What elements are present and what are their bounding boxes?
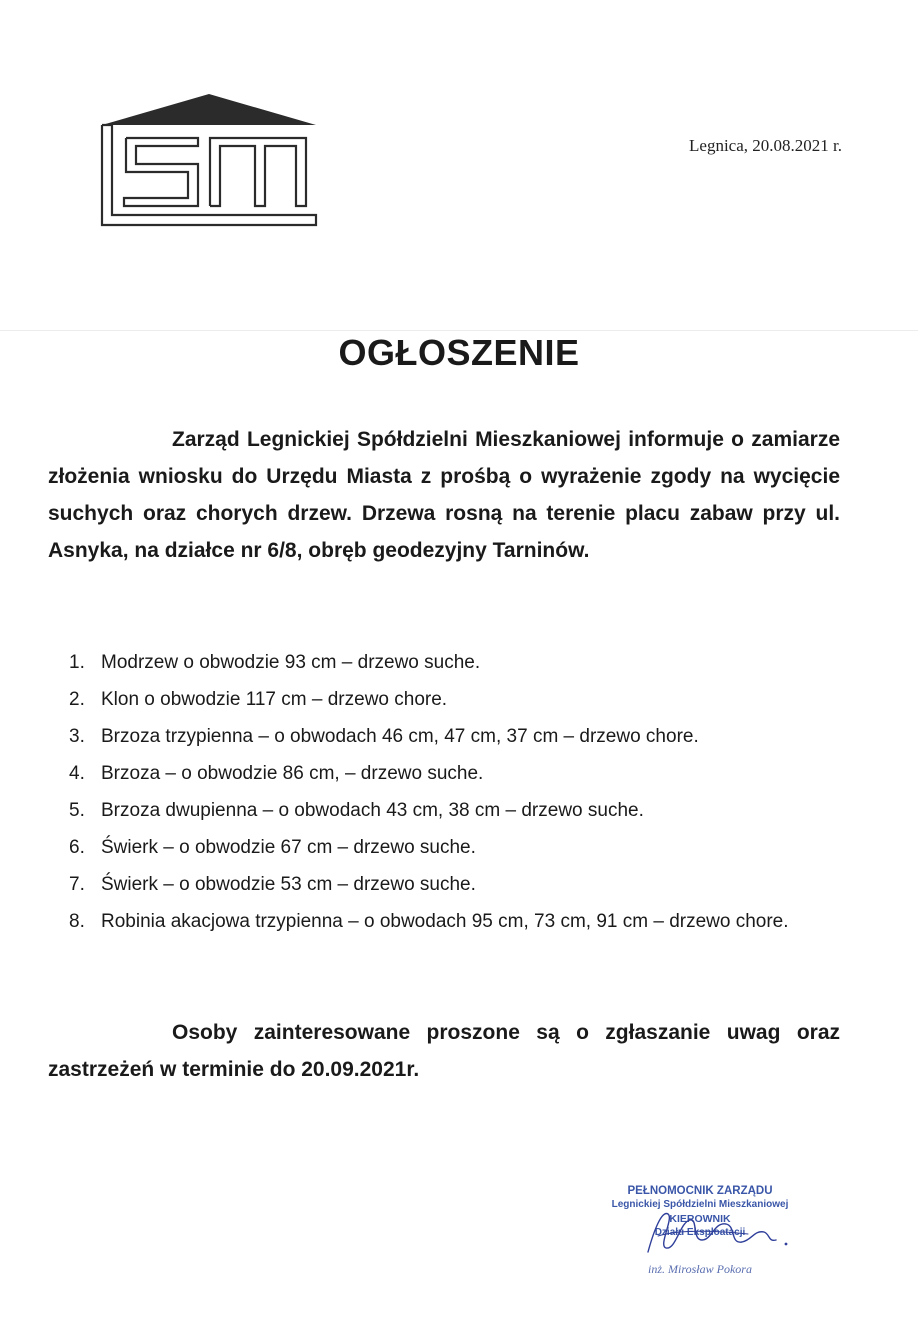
list-item-text: Brzoza – o obwodzie 86 cm, – drzewo suche. xyxy=(101,763,484,784)
list-item-text: Świerk – o obwodzie 53 cm – drzewo suche. xyxy=(101,874,476,895)
stamp-line: KIEROWNIK xyxy=(669,1213,731,1225)
stamp-line: Legnickiej Spółdzielni Mieszkaniowej xyxy=(611,1199,789,1210)
list-item xyxy=(48,872,840,898)
list-item-number: 2. xyxy=(69,689,85,710)
list-item-text: Brzoza trzypienna – o obwodach 46 cm, 47 cm, 37 cm – drzewo chore. xyxy=(101,726,699,747)
list-item xyxy=(48,761,840,787)
list-item-text: Modrzew o obwodzie 93 cm – drzewo suche. xyxy=(101,652,481,673)
list-item xyxy=(48,835,840,861)
list-item xyxy=(48,724,840,750)
tree-list xyxy=(48,650,840,946)
list-item xyxy=(48,909,840,935)
closing-paragraph: Osoby zainteresowane proszone są o zgłaszanie uwag oraz zastrzeżeń w terminie do 20.09.2021r. xyxy=(48,1021,840,1081)
list-item-number: 7. xyxy=(69,874,85,895)
list-item xyxy=(48,650,840,676)
list-item xyxy=(48,798,840,824)
lsm-logo xyxy=(98,92,320,228)
list-item-text: Świerk – o obwodzie 67 cm – drzewo suche. xyxy=(101,837,476,858)
list-item-text: Klon o obwodzie 117 cm – drzewo chore. xyxy=(101,689,448,710)
intro-paragraph: Zarząd Legnickiej Spółdzielni Mieszkaniowej informuje o zamiarze złożenia wniosku do Urzędu Miasta z prośbą o wyrażenie zgody na wycięcie suchych oraz chorych drzew. Drzewa rosną na terenie placu zabaw przy ul. Asnyka, na działce nr 6/8, obręb geodezyjny Tarninów. xyxy=(48,428,840,562)
list-item-text: Robinia akacjowa trzypienna – o obwodach 95 cm, 73 cm, 91 cm – drzewo chore. xyxy=(101,911,789,932)
paper-fold-line xyxy=(0,330,918,331)
stamp-line: PEŁNOMOCNIK ZARZĄDU xyxy=(627,1185,773,1197)
list-item-number: 6. xyxy=(69,837,85,858)
list-item-number: 3. xyxy=(69,726,85,747)
handwritten-signature xyxy=(618,1200,798,1260)
list-item-number: 5. xyxy=(69,800,85,821)
list-item-number: 4. xyxy=(69,763,85,784)
signer-name: inż. Mirosław Pokora xyxy=(648,1262,752,1276)
document-date: Legnica, 20.08.2021 r. xyxy=(689,136,842,155)
page-title: OGŁOSZENIE xyxy=(338,332,580,373)
list-item-number: 1. xyxy=(69,652,85,673)
stamp-line: Działu Eksploatacji xyxy=(654,1227,746,1238)
list-item-number: 8. xyxy=(69,911,85,932)
list-item-text: Brzoza dwupienna – o obwodach 43 cm, 38 cm – drzewo suche. xyxy=(101,800,644,821)
list-item xyxy=(48,687,840,713)
